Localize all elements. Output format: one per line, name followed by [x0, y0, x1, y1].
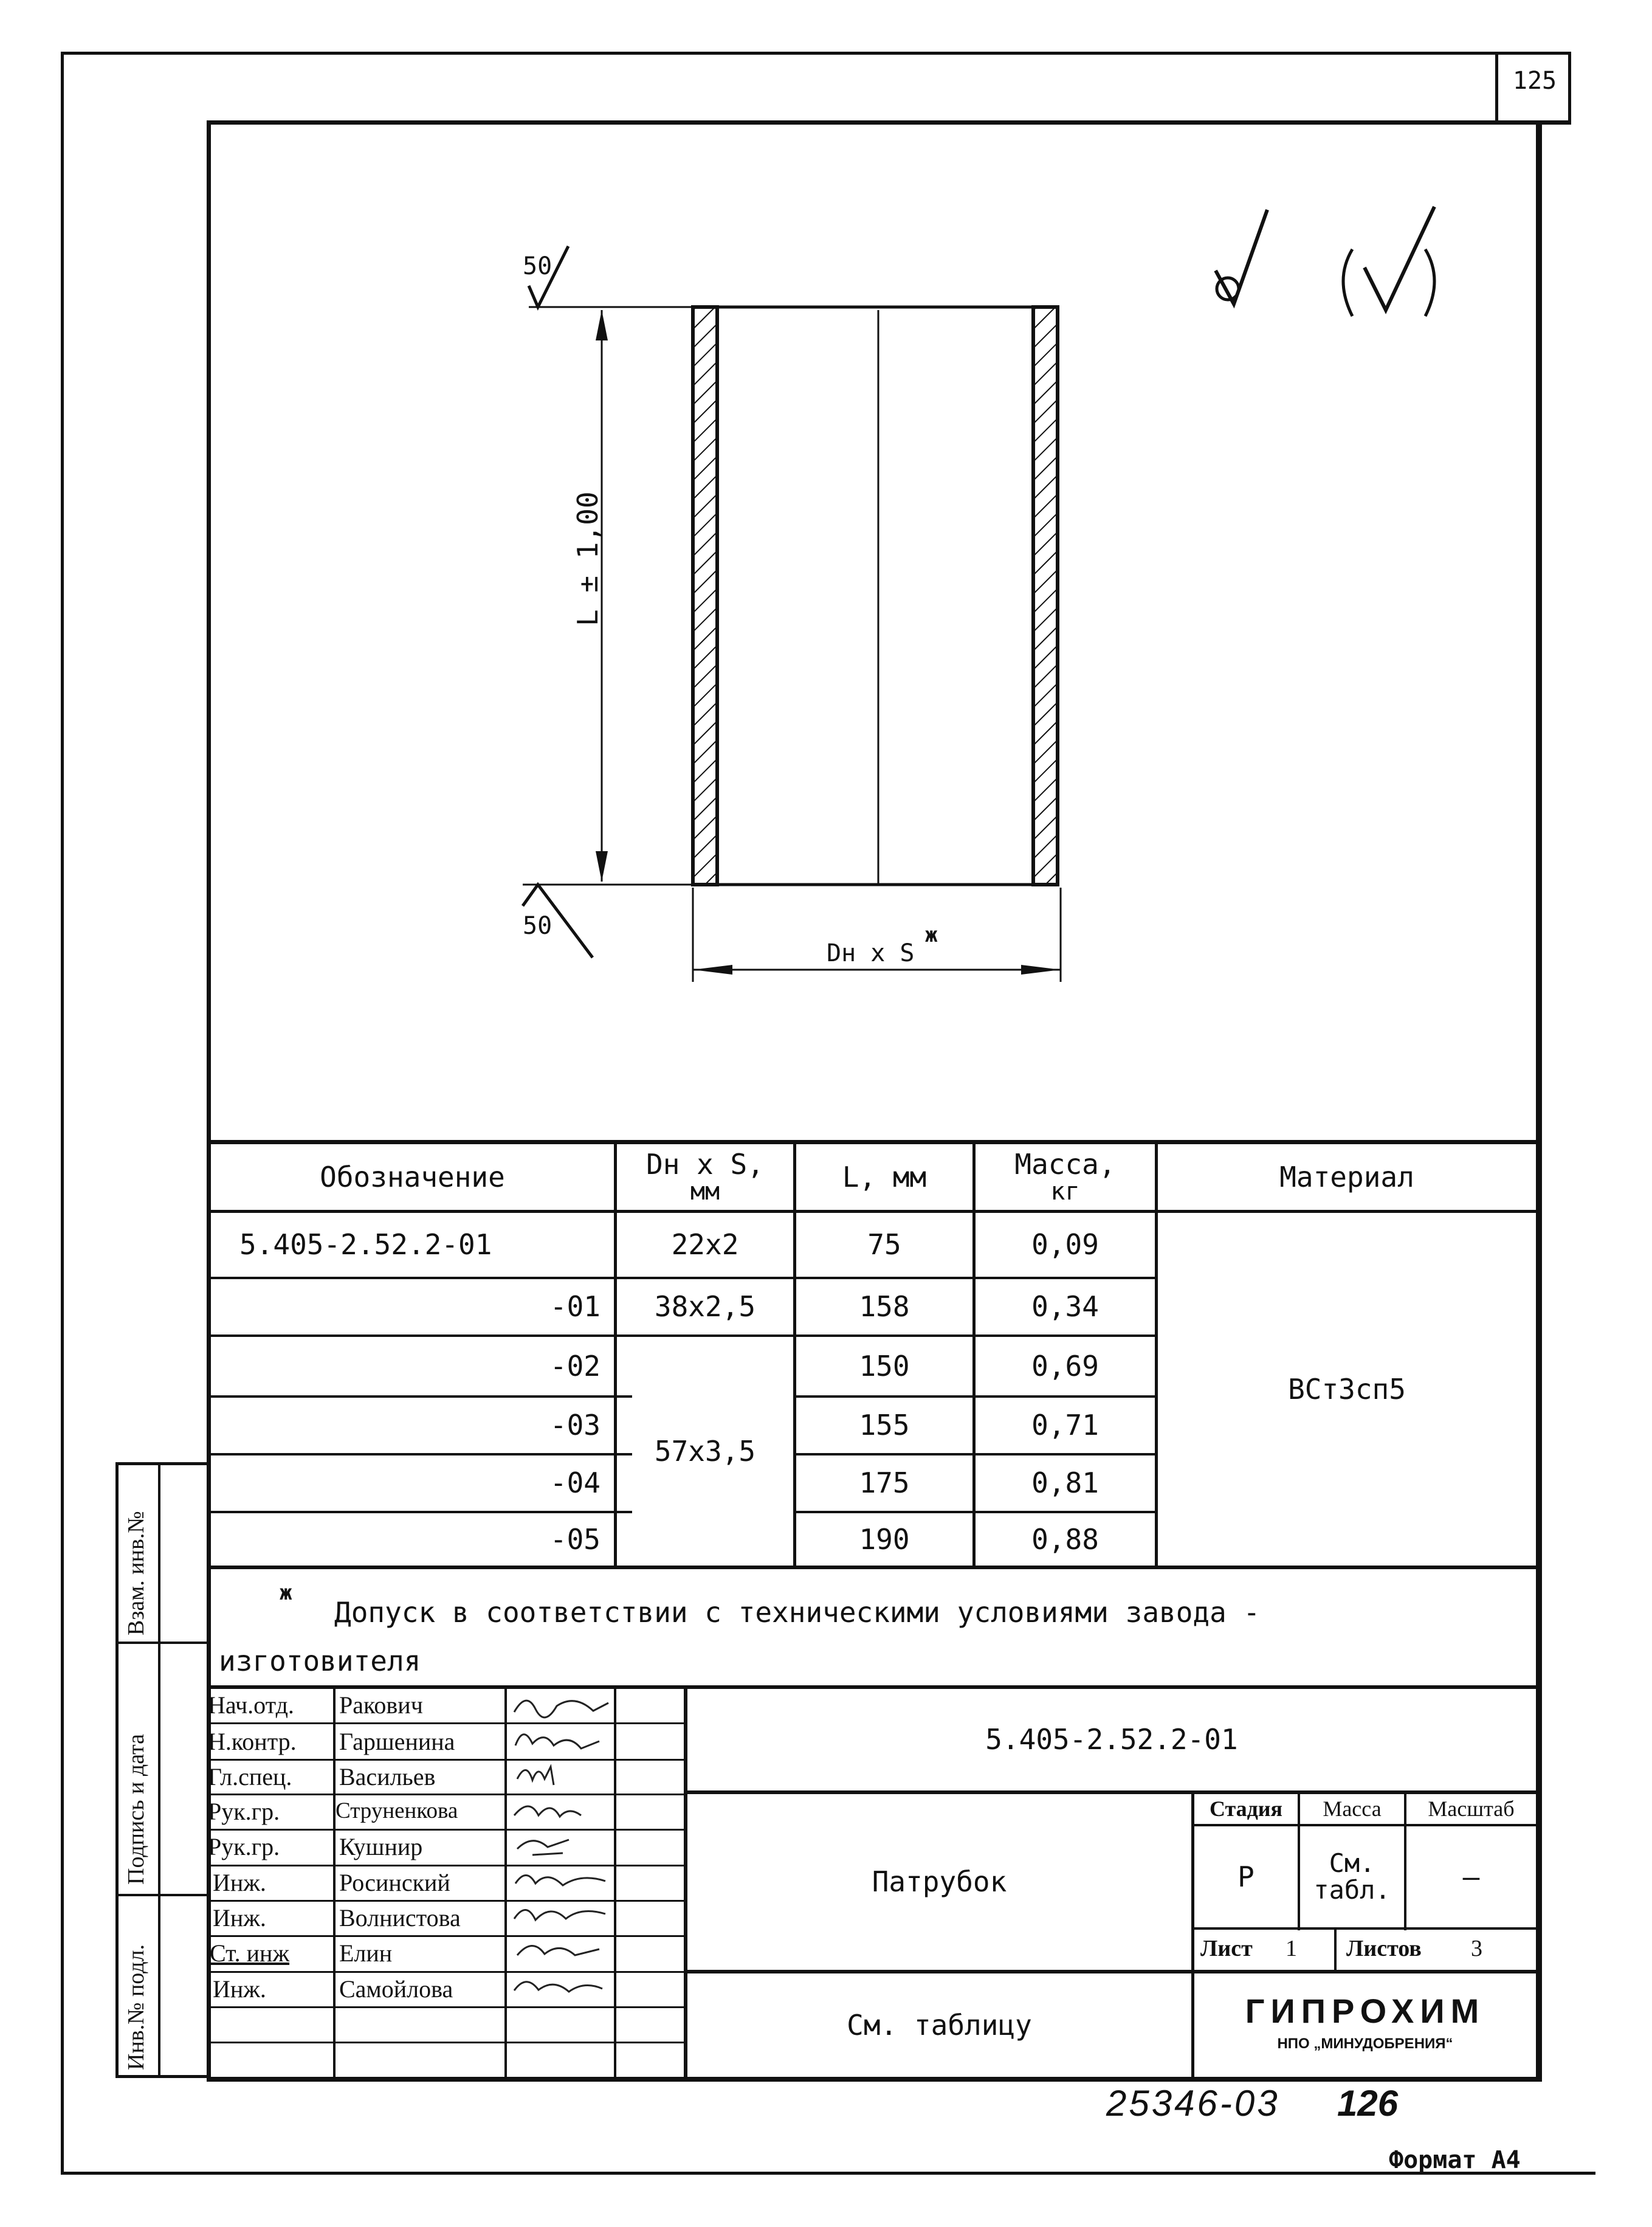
- table-row-designation: -01: [549, 1290, 601, 1324]
- table-row-designation: -03: [549, 1409, 601, 1442]
- stamp-name: Васильев: [339, 1763, 436, 1790]
- table-row-designation: 5.405-2.52.2-01: [239, 1228, 492, 1262]
- sheets-value: 3: [1471, 1936, 1482, 1961]
- signature: [514, 1910, 605, 1920]
- table-row-length: 155: [859, 1409, 910, 1442]
- stamp-role: Рук.гр.: [208, 1833, 280, 1860]
- header-dxs-label: Dн x S,: [646, 1147, 764, 1181]
- pipe-wall-right: [1033, 307, 1058, 885]
- header-mass-unit: кг: [1050, 1178, 1080, 1206]
- stamp-name: Самойлова: [339, 1975, 453, 2003]
- format-label: Формат А4: [1389, 2146, 1521, 2174]
- material-reference: См. таблицу: [847, 2008, 1032, 2042]
- document-code: 5.405-2.52.2-01: [985, 1723, 1238, 1756]
- mass-value-line-2: табл.: [1313, 1875, 1391, 1905]
- material-value: ВСт3сп5: [1288, 1372, 1406, 1406]
- note-line-2: изготовителя: [219, 1645, 421, 1677]
- signature: [517, 1946, 599, 1955]
- table-row-mass: 0,71: [1031, 1409, 1099, 1442]
- header-length: L, мм: [842, 1160, 927, 1193]
- signatures: [508, 1688, 613, 2016]
- pipe-wall-left: [693, 307, 717, 885]
- signature: [515, 1876, 605, 1886]
- stamp-name: Волнистова: [339, 1904, 461, 1932]
- roughness-paren-icon: [1343, 207, 1434, 316]
- diameter-dimension-label: Dн x S: [827, 939, 915, 967]
- table-row-dxs: 22х2: [671, 1228, 739, 1262]
- sheet-value: 1: [1285, 1936, 1297, 1961]
- stamp-role: Инж.: [213, 1869, 266, 1896]
- stamp-role: Гл.спец.: [208, 1763, 292, 1790]
- table-row-length: 75: [867, 1228, 901, 1262]
- length-dimension-label: L ± 1,00: [571, 491, 604, 626]
- stamp-name: Росинский: [339, 1869, 450, 1896]
- table-row-dxs: 38х2,5: [654, 1290, 756, 1324]
- table-row-mass: 0,69: [1031, 1349, 1099, 1383]
- stamp-role: Ст. инж: [210, 1939, 290, 1967]
- signature: [517, 1840, 569, 1855]
- mass-label: Масса: [1323, 1796, 1382, 1821]
- table-row-mass: 0,81: [1031, 1466, 1099, 1500]
- roughness-bottom-value: 50: [523, 912, 552, 940]
- roughness-top-value: 50: [523, 252, 552, 280]
- header-dxs-unit: мм: [690, 1178, 720, 1206]
- stage-value: Р: [1237, 1860, 1254, 1893]
- header-material: Материал: [1279, 1160, 1414, 1193]
- sheet-label: Лист: [1200, 1936, 1253, 1961]
- page-number: 125: [1512, 67, 1557, 95]
- merged-dxs-value: 57х3,5: [654, 1434, 756, 1468]
- table-row-mass: 0,34: [1031, 1290, 1099, 1324]
- table-row-length: 190: [859, 1522, 910, 1556]
- organization-name: ГИПРОХИМ: [1245, 1992, 1485, 2030]
- table-row-designation: -02: [549, 1349, 601, 1383]
- archive-page: 126: [1337, 2083, 1399, 2124]
- stamp-name: Елин: [339, 1939, 393, 1967]
- stamp-name: Ракович: [339, 1691, 423, 1719]
- mass-value: [1300, 1826, 1404, 1927]
- header-designation: Обозначение: [320, 1160, 505, 1193]
- header-dxs: [617, 1144, 793, 1210]
- side-label-vzam: Взам. инв.№: [123, 1511, 149, 1635]
- mass-value-line-1: См.: [1329, 1848, 1375, 1878]
- table-row-designation: -04: [549, 1466, 601, 1500]
- signature: [517, 1767, 554, 1785]
- stamp-name: Кушнир: [339, 1833, 423, 1860]
- archive-number: 25346-03: [1106, 2083, 1280, 2124]
- header-mass-label: Масса,: [1014, 1147, 1116, 1181]
- stage-label: Стадия: [1209, 1796, 1283, 1821]
- stamp-role: Нач.отд.: [208, 1691, 294, 1719]
- table-row-designation: -05: [549, 1522, 601, 1556]
- stamp-role: Рук.гр.: [208, 1798, 280, 1825]
- stamp-role: Инж.: [213, 1904, 266, 1932]
- stamp-role: Инж.: [213, 1975, 266, 2003]
- signature: [514, 1700, 608, 1718]
- signature: [514, 1806, 581, 1817]
- roughness-general-icon: [1216, 210, 1267, 304]
- scale-value: —: [1462, 1860, 1480, 1893]
- stamp-name: Гаршенина: [339, 1728, 455, 1755]
- scale-label: Масштаб: [1428, 1796, 1515, 1821]
- side-label-inv: Инв.№ подл.: [123, 1944, 149, 2070]
- stamp-name: Струненкова: [336, 1798, 458, 1823]
- side-label-podpis: Подпись и дата: [123, 1733, 149, 1885]
- table-row-length: 150: [859, 1349, 910, 1383]
- sheets-label: Листов: [1346, 1936, 1422, 1961]
- table-row-mass: 0,88: [1031, 1522, 1099, 1556]
- header-mass: [976, 1144, 1155, 1210]
- signature: [514, 1982, 602, 1992]
- signature: [515, 1735, 599, 1749]
- drawing-title: Патрубок: [872, 1865, 1007, 1899]
- table-row-mass: 0,09: [1031, 1228, 1099, 1262]
- organization-subtitle: НПО „МИНУДОБРЕНИЯ“: [1277, 2035, 1453, 2052]
- table-row-length: 158: [859, 1290, 910, 1324]
- diameter-footnote-mark: ж: [925, 923, 938, 947]
- outer-frame-bottom: [61, 2172, 1595, 2175]
- inner-frame-bottom: [207, 2077, 1542, 2082]
- note-mark: ж: [280, 1581, 292, 1605]
- stamp-role: Н.контр.: [208, 1728, 297, 1755]
- note-line-1: Допуск в соответствии с техническими условиями завода -: [334, 1596, 1261, 1629]
- table-row-length: 175: [859, 1466, 910, 1500]
